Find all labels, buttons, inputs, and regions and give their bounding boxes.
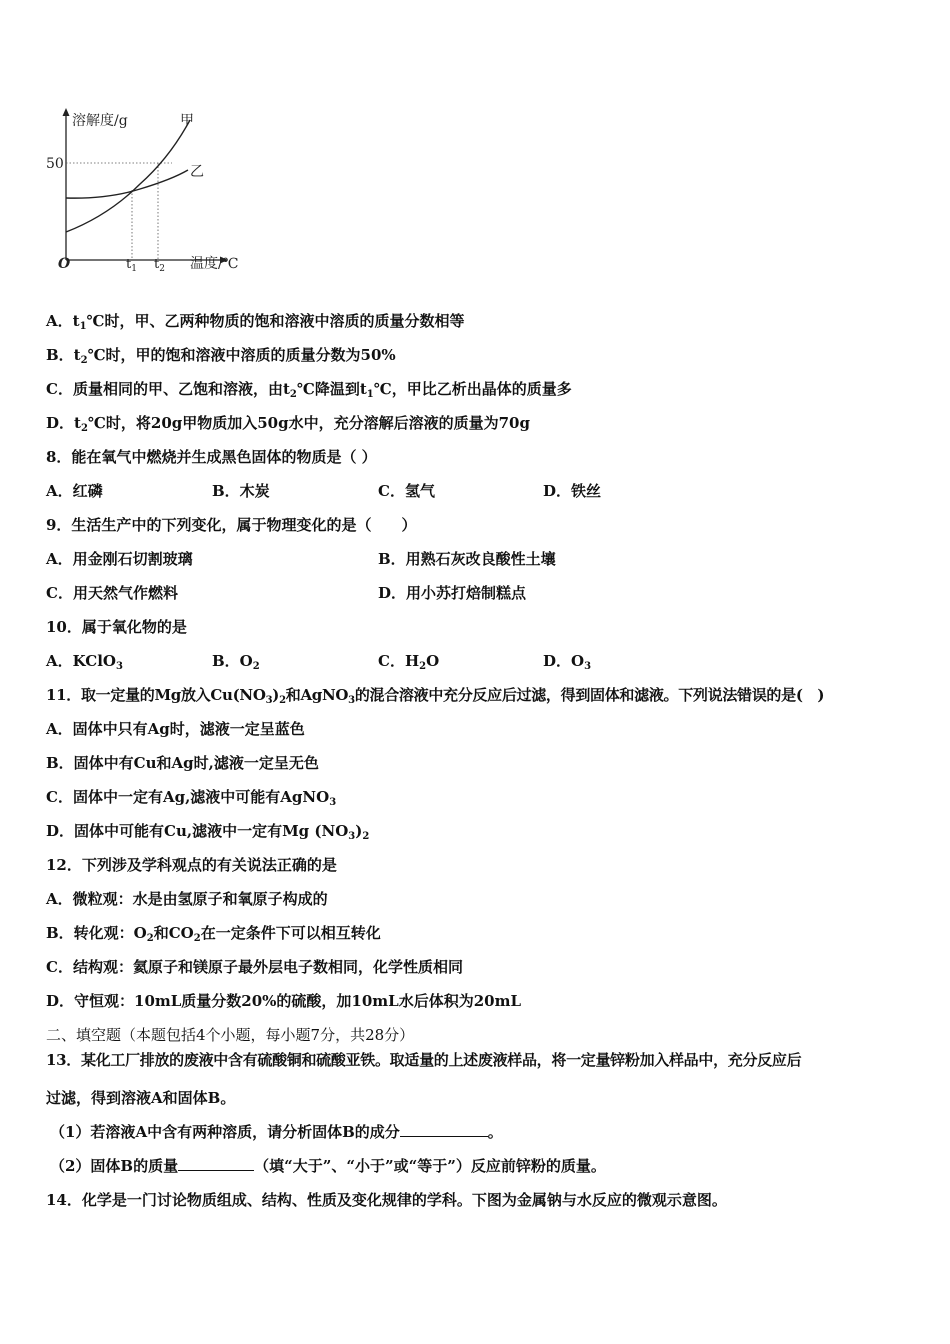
q12-option-d: D．守恒观：10mL质量分数20%的硫酸，加10mL水后体积为20mL xyxy=(46,992,522,1010)
q10-option-b: B．$O_2$ xyxy=(212,652,260,672)
q11-stem: 11．取一定量的Mg放入$Cu(NO_3)_2$和AgNO$_3$的混合溶液中充分反应后过滤，得到固体和滤液。下列说法错误的是( ) xyxy=(46,686,825,706)
q8-stem: 8．能在氧气中燃烧并生成黑色固体的物质是（ ） xyxy=(46,448,377,466)
q12-option-b: B．转化观：$O_2$和$CO_2$在一定条件下可以相互转化 xyxy=(46,924,381,944)
q8-option-d: D．铁丝 xyxy=(543,482,602,500)
y-tick-50: 50 xyxy=(46,156,64,172)
q8-option-b: B．木炭 xyxy=(212,482,270,500)
q9-option-a: A．用金刚石切割玻璃 xyxy=(46,550,193,568)
q12-option-c: C．结构观：氦原子和镁原子最外层电子数相同，化学性质相同 xyxy=(46,958,463,976)
curve-yi-label: 乙 xyxy=(190,164,204,180)
q10-option-d: D．$O_3$ xyxy=(543,652,592,672)
q9-option-b: B．用熟石灰改良酸性土壤 xyxy=(378,550,556,568)
q11-option-b: B．固体中有Cu和Ag时,滤液一定呈无色 xyxy=(46,754,319,772)
q11-option-c: C．固体中一定有Ag,滤液中可能有AgNO$_3$ xyxy=(46,788,337,808)
y-axis-label: 溶解度/g xyxy=(72,113,128,129)
q7-option-d: D．$t_2℃$时，将20g甲物质加入50g水中，充分溶解后溶液的质量为70g xyxy=(46,414,530,434)
curve-jia xyxy=(66,120,190,232)
q8-option-a: A．红磷 xyxy=(46,482,103,500)
q14-stem: 14．化学是一门讨论物质组成、结构、性质及变化规律的学科。下图为金属钠与水反应的微观示意图。 xyxy=(46,1191,727,1209)
q7-option-c: C．质量相同的甲、乙饱和溶液，由$t_2℃$降温到$t_1℃$，甲比乙析出晶体的质量多 xyxy=(46,380,572,400)
q11-option-a: A．固体中只有Ag时，滤液一定呈蓝色 xyxy=(46,720,305,738)
q13-part2: （2）固体B的质量 （填“大于”、“小于”或“等于”）反应前锌粉的质量。 xyxy=(50,1157,606,1175)
q7-option-b: B．$t_2℃$时，甲的饱和溶液中溶质的质量分数为50% xyxy=(46,346,396,366)
q13-part1: （1）若溶液A中含有两种溶质，请分析固体B的成分 。 xyxy=(50,1123,503,1141)
answer-blank-1[interactable] xyxy=(400,1122,488,1137)
curve-jia-label: 甲 xyxy=(180,113,194,129)
q10-stem: 10．属于氧化物的是 xyxy=(46,618,187,636)
curve-yi xyxy=(66,170,188,198)
q13-stem-line1: 13．某化工厂排放的废液中含有硫酸铜和硫酸亚铁。取适量的上述废液样品，将一定量锌粉加入样品中，充分反应后 xyxy=(46,1051,802,1069)
answer-blank-2[interactable] xyxy=(178,1156,254,1171)
q9-option-c: C．用天然气作燃料 xyxy=(46,584,178,602)
q10-option-c: C．$H_2O$ xyxy=(378,652,440,672)
x-axis-label: 温度/℃ xyxy=(190,256,239,272)
y-axis-arrow xyxy=(63,108,70,116)
q12-stem: 12．下列涉及学科观点的有关说法正确的是 xyxy=(46,856,337,874)
q7-option-a: A．$t_1℃$时，甲、乙两种物质的饱和溶液中溶质的质量分数相等 xyxy=(46,312,465,332)
q13-stem-line2: 过滤，得到溶液A和固体B。 xyxy=(46,1089,236,1107)
q9-option-d: D．用小苏打焙制糕点 xyxy=(378,584,527,602)
section-heading: 二、填空题（本题包括4个小题，每小题7分，共28分） xyxy=(46,1026,415,1044)
q10-option-a: A．KClO$_3$ xyxy=(46,652,123,672)
x-tick-t2: $t_2$ xyxy=(154,257,165,274)
origin-label: O xyxy=(58,256,71,272)
q9-stem: 9．生活生产中的下列变化，属于物理变化的是（ ） xyxy=(46,516,417,534)
q12-option-a: A．微粒观：水是由氢原子和氧原子构成的 xyxy=(46,890,328,908)
x-tick-t1: $t_1$ xyxy=(126,257,137,274)
q8-option-c: C．氢气 xyxy=(378,482,435,500)
solubility-chart xyxy=(40,100,260,280)
q11-option-d: D．固体中可能有Cu,滤液中一定有Mg $(NO_3)_2$ xyxy=(46,822,370,842)
